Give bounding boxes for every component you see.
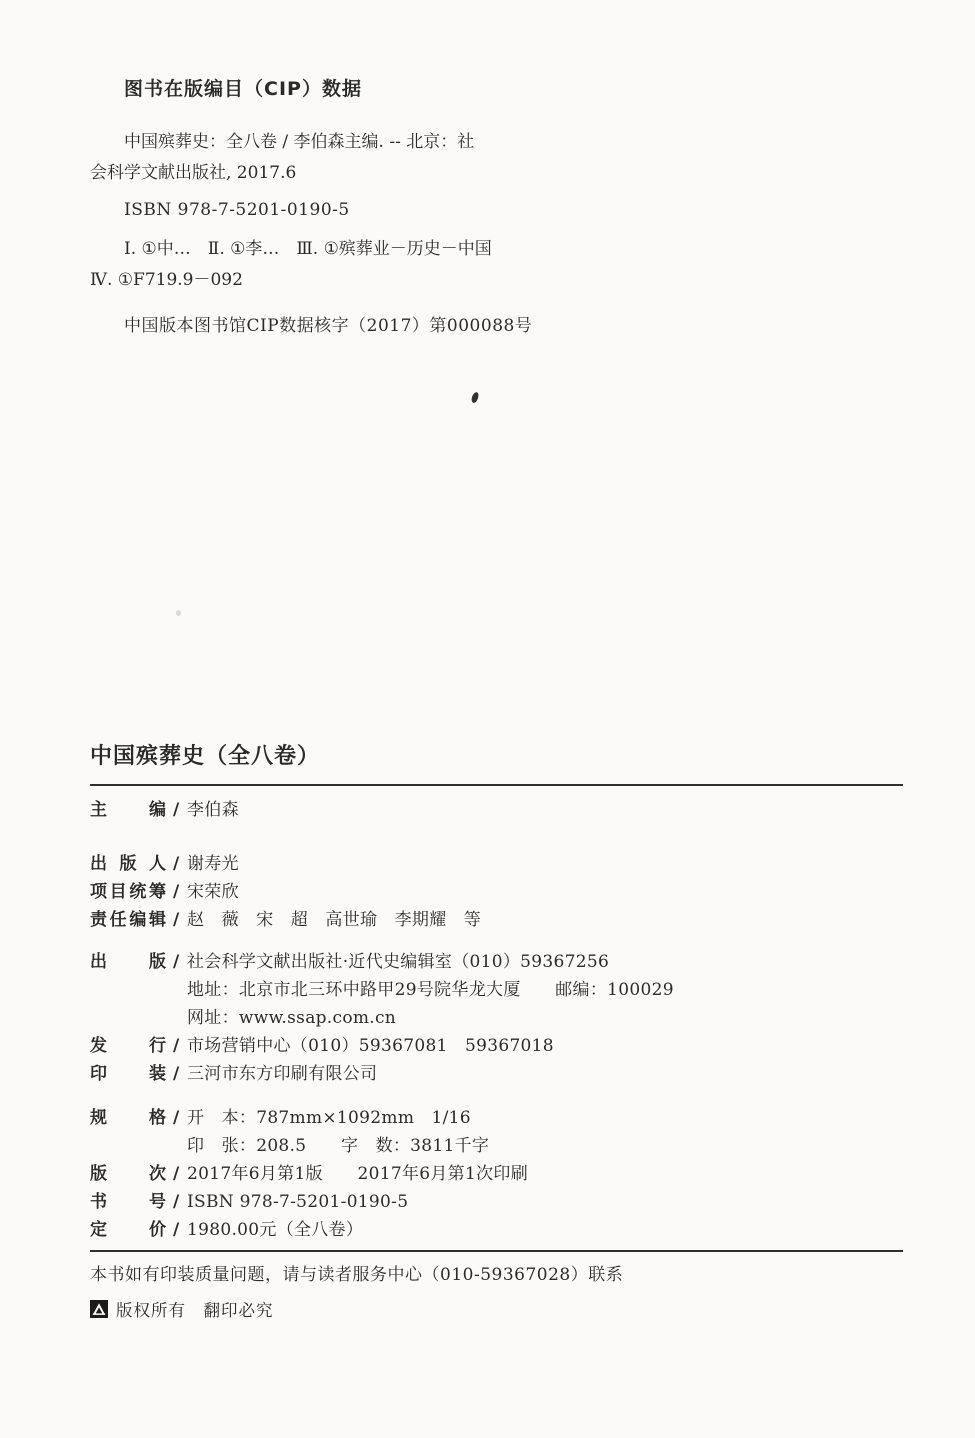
- scan-speck: [176, 610, 181, 616]
- credit-label: 出版: [90, 952, 166, 972]
- credit-value: ISBN 978-7-5201-0190-5: [187, 1192, 409, 1212]
- credit-label: 责任编辑: [90, 910, 166, 930]
- ink-mark: [471, 391, 479, 403]
- credit-value: 开 本：787mm×1092mm 1/16: [187, 1108, 471, 1128]
- credit-separator: /: [173, 1164, 180, 1184]
- credit-rows: [90, 796, 903, 1244]
- credit-value: 2017年6月第1版 2017年6月第1次印刷: [187, 1164, 528, 1184]
- credit-subline: 地址：北京市北三环中路甲29号院华龙大厦 邮编：100029: [187, 980, 674, 1000]
- credit-value: 三河市东方印刷有限公司: [187, 1064, 378, 1084]
- credit-row: [90, 796, 903, 824]
- credit-separator: /: [173, 1108, 180, 1128]
- copyright-row: [90, 1297, 903, 1321]
- credit-label: 印装: [90, 1064, 166, 1084]
- credit-label: 主编: [90, 800, 166, 820]
- cip-isbn: ISBN 978-7-5201-0190-5: [124, 200, 350, 220]
- cip-entry-line2: 会科学文献出版社, 2017.6: [90, 163, 297, 183]
- credit-value: 社会科学文献出版社·近代史编辑室（010）59367256: [187, 952, 610, 972]
- credit-row: [90, 1216, 903, 1244]
- credit-separator: /: [173, 1064, 180, 1084]
- credit-subline: 网址：www.ssap.com.cn: [187, 1008, 397, 1028]
- credit-separator: /: [173, 882, 180, 902]
- credit-label: 规格: [90, 1108, 166, 1128]
- cip-entry-line1: 中国殡葬史：全八卷 / 李伯森主编. -- 北京：社: [124, 132, 475, 152]
- credit-label: 出版人: [90, 854, 166, 874]
- quality-notice: 本书如有印装质量问题，请与读者服务中心（010-59367028）联系: [90, 1265, 624, 1285]
- credit-label: 版次: [90, 1164, 166, 1184]
- credit-separator: /: [173, 1036, 180, 1056]
- credit-value: 谢寿光: [187, 854, 239, 874]
- credit-subline: 印 张：208.5 字 数：3811千字: [187, 1136, 490, 1156]
- bottom-rule: [90, 1250, 903, 1252]
- credit-separator: /: [173, 800, 180, 820]
- credit-row: [90, 1188, 903, 1216]
- book-title: 中国殡葬史（全八卷）: [90, 744, 321, 769]
- credit-row: [90, 878, 903, 906]
- credit-value: 赵 薇 宋 超 高世瑜 李期耀 等: [187, 910, 482, 930]
- credit-row: [90, 1160, 903, 1188]
- anti-piracy-A-icon: [90, 1300, 108, 1318]
- copyright-text: 版权所有 翻印必究: [116, 1301, 274, 1320]
- credit-separator: /: [173, 854, 180, 874]
- credit-separator: /: [173, 1192, 180, 1212]
- credit-value: 李伯森: [187, 800, 239, 820]
- title-rule: [90, 784, 903, 786]
- credit-row: [90, 850, 903, 878]
- credit-separator: /: [173, 910, 180, 930]
- cip-classification-line2: Ⅳ. ①F719.9－092: [90, 270, 243, 290]
- credit-row: [90, 1060, 903, 1088]
- credit-label: 书号: [90, 1192, 166, 1212]
- credit-label: 发行: [90, 1036, 166, 1056]
- credit-value: 市场营销中心（010）59367081 59367018: [187, 1036, 554, 1056]
- cip-heading: 图书在版编目（CIP）数据: [124, 78, 362, 100]
- cip-block: [90, 74, 905, 342]
- credit-value: 1980.00元（全八卷）: [187, 1220, 364, 1240]
- cip-classification-line1: Ⅰ. ①中… Ⅱ. ①李… Ⅲ. ①殡葬业－历史－中国: [124, 239, 492, 259]
- cip-record-number: 中国版本图书馆CIP数据核字（2017）第000088号: [124, 316, 533, 336]
- credit-label: 项目统筹: [90, 882, 166, 902]
- colophon-block: [90, 742, 903, 1321]
- credit-row: [90, 906, 903, 934]
- credit-separator: /: [173, 1220, 180, 1240]
- credit-separator: /: [173, 952, 180, 972]
- credit-row: [90, 1104, 903, 1132]
- credit-row: [90, 948, 903, 976]
- credit-row: [90, 1032, 903, 1060]
- credit-label: 定价: [90, 1220, 166, 1240]
- credit-value: 宋荣欣: [187, 882, 239, 902]
